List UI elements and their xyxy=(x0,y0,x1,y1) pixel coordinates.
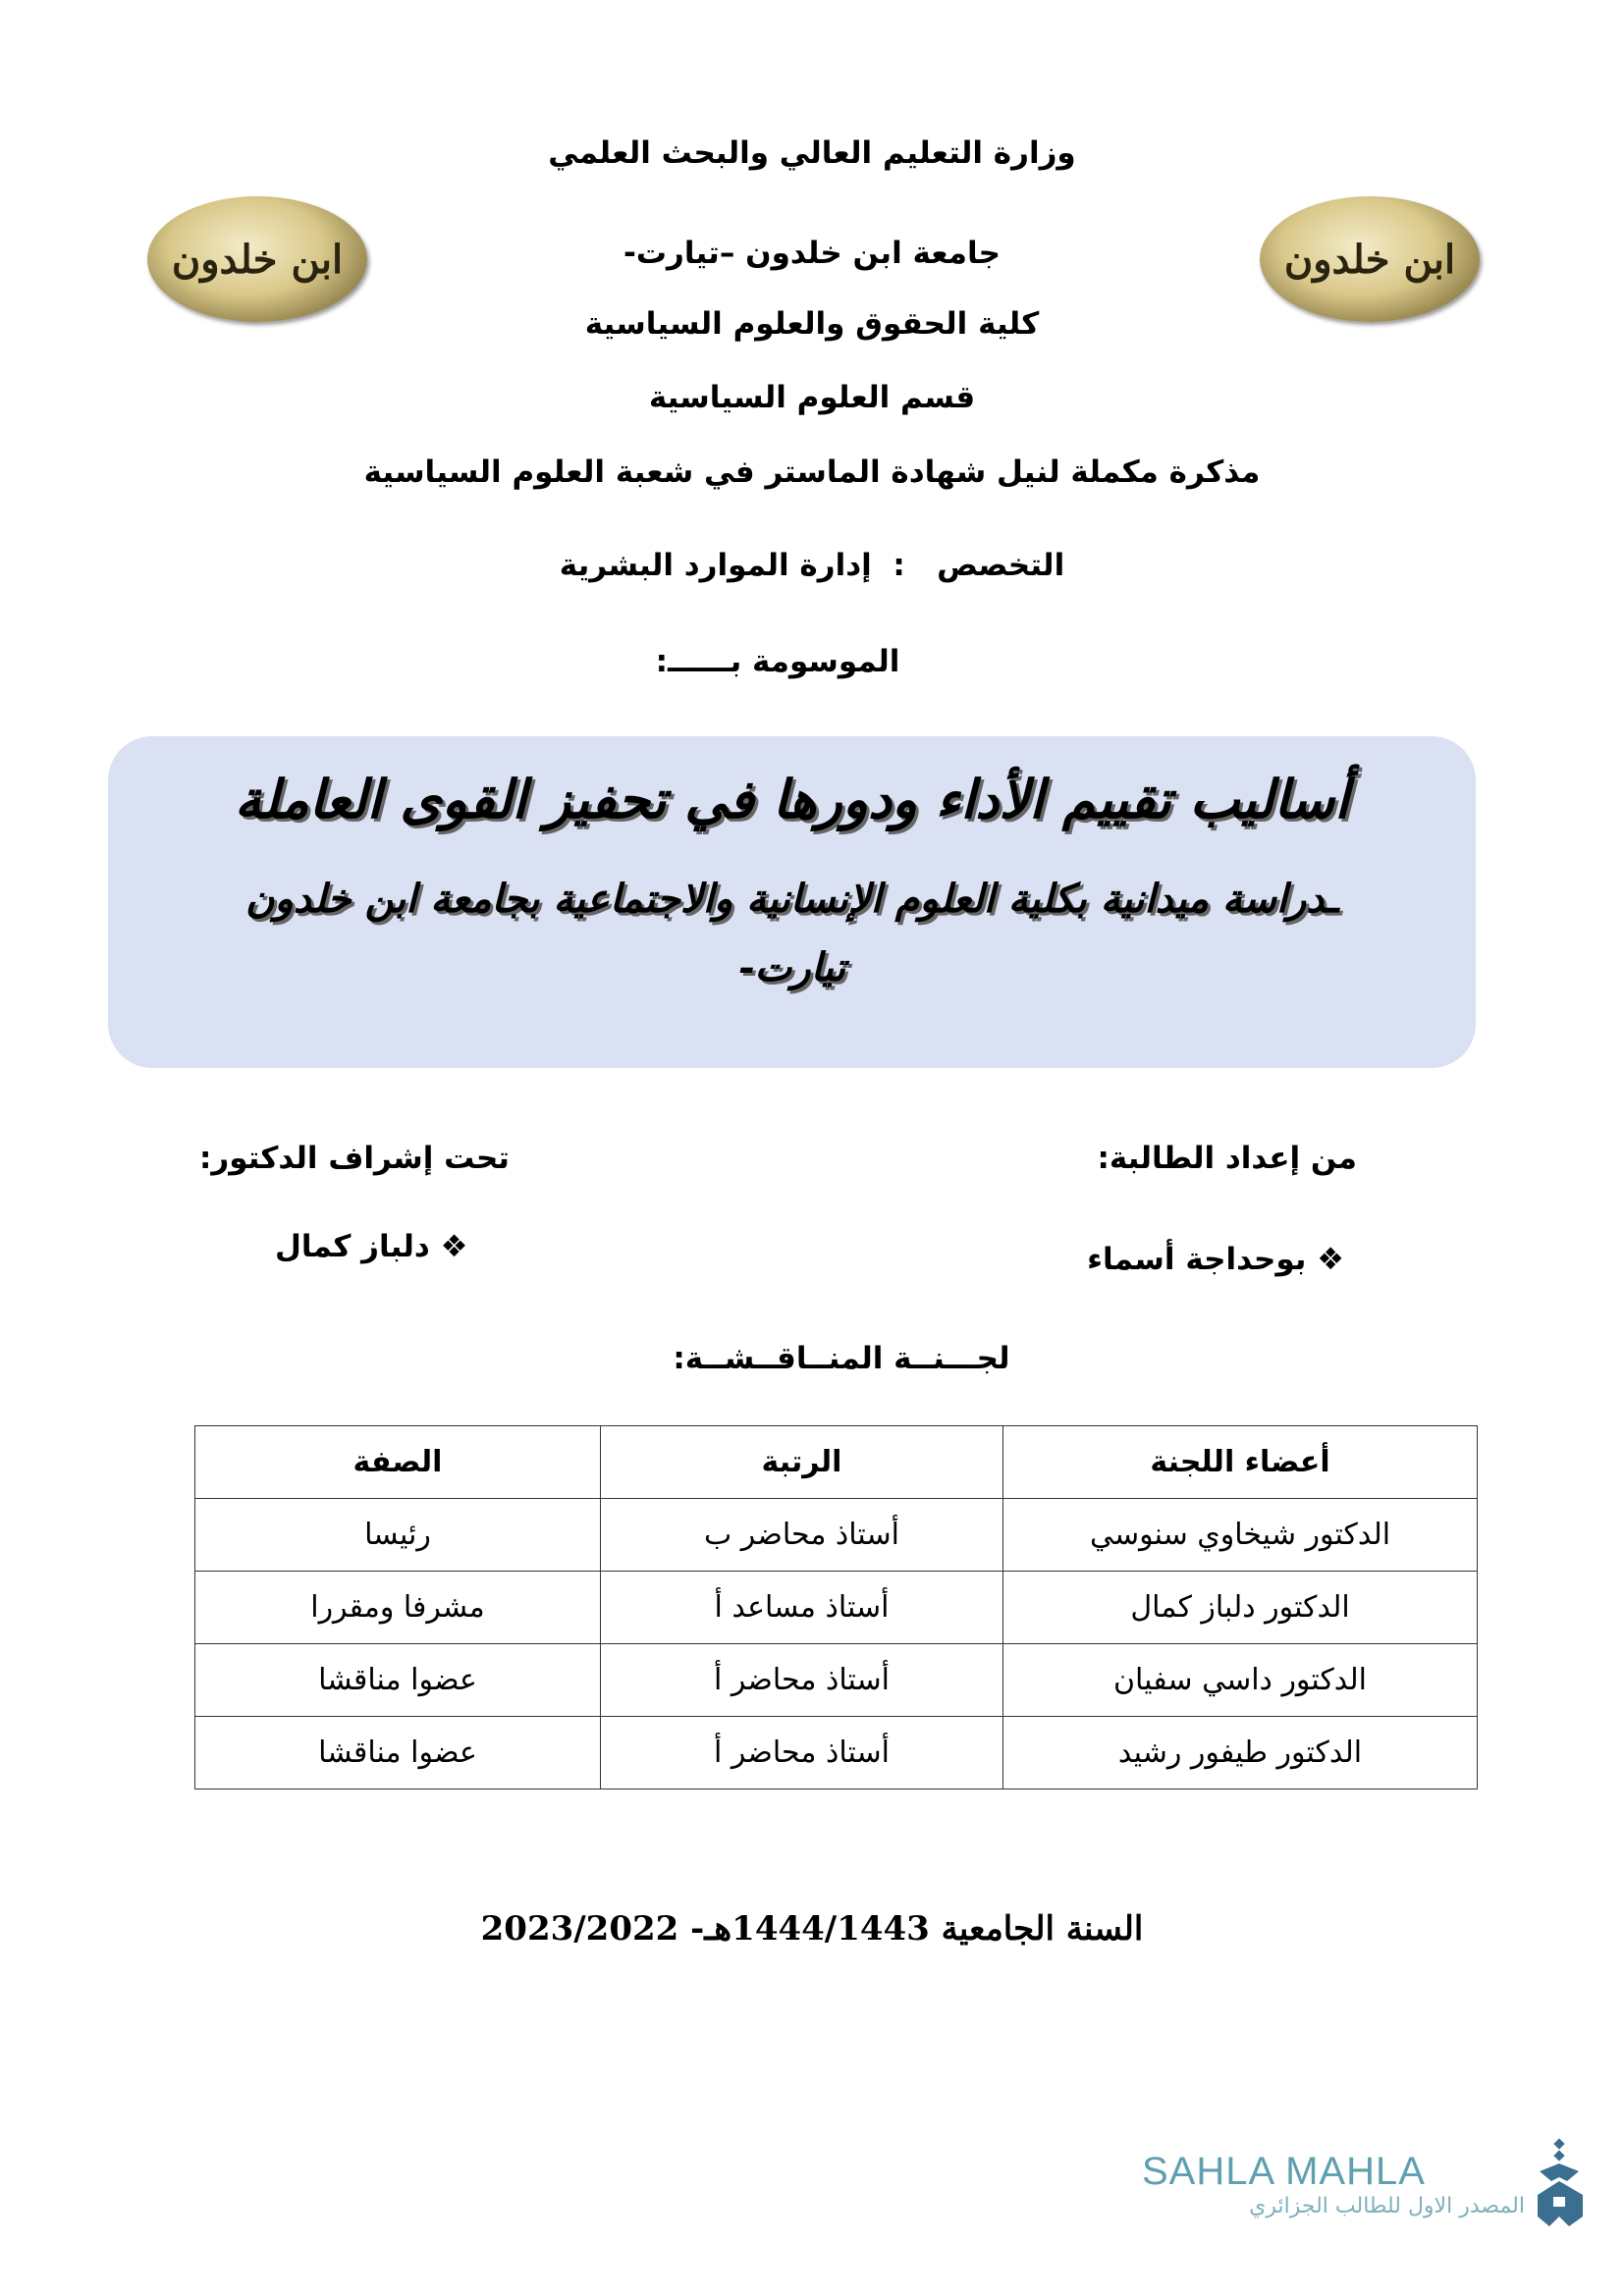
university: جامعة ابن خلدون –تيارت- xyxy=(623,236,1001,271)
table-row xyxy=(195,1644,1478,1717)
table-row xyxy=(195,1717,1478,1789)
header-rank: الرتبة xyxy=(601,1426,1003,1499)
memo-description: مذكرة مكملة لنيل شهادة الماستر في شعبة العلوم السياسية xyxy=(363,454,1261,490)
sahla-mahla-emblem-icon xyxy=(1532,2138,1589,2228)
university-seal-left: ابن خلدون xyxy=(147,196,367,322)
member-rank: أستاذ محاضر أ xyxy=(601,1717,1003,1789)
member-role: عضوا مناقشا xyxy=(195,1644,601,1717)
table-row xyxy=(195,1572,1478,1644)
header-role: الصفة xyxy=(195,1426,601,1499)
supervisor-label: تحت إشراف الدكتور: xyxy=(199,1141,510,1176)
specialty-value: إدارة الموارد البشرية xyxy=(559,548,872,583)
table-row xyxy=(195,1499,1478,1572)
department: قسم العلوم السياسية xyxy=(648,380,976,415)
ministry: وزارة التعليم العالي والبحث العلمي xyxy=(548,135,1076,171)
table-header-row xyxy=(195,1426,1478,1499)
specialty: التخصص : إدارة الموارد البشرية xyxy=(559,548,1065,583)
member-rank: أستاذ محاضر أ xyxy=(601,1644,1003,1717)
sahla-mahla-watermark xyxy=(1142,2150,1525,2218)
member-name: الدكتور داسي سفيان xyxy=(1003,1644,1478,1717)
member-rank: أستاذ محاضر ب xyxy=(601,1499,1003,1572)
titled-label: الموسومة بــــــ: xyxy=(655,644,900,679)
member-role: عضوا مناقشا xyxy=(195,1717,601,1789)
header-members: أعضاء اللجنة xyxy=(1003,1426,1478,1499)
committee-label: لجـــنــة المنــاقــشــة: xyxy=(673,1341,1010,1376)
specialty-label: التخصص xyxy=(937,548,1065,583)
thesis-subtitle-line2: تيارت- xyxy=(738,944,845,990)
member-name: الدكتور شيخاوي سنوسي xyxy=(1003,1499,1478,1572)
member-name: الدكتور دلباز كمال xyxy=(1003,1572,1478,1644)
thesis-title: أساليب تقييم الأداء ودورها في تحفيز القوى العاملة xyxy=(234,768,1350,830)
university-seal-right: ابن خلدون xyxy=(1260,196,1480,322)
member-name: الدكتور طيفور رشيد xyxy=(1003,1717,1478,1789)
student-label: من إعداد الطالبة: xyxy=(1097,1141,1357,1176)
faculty: كلية الحقوق والعلوم السياسية xyxy=(584,306,1040,342)
member-role: رئيسا xyxy=(195,1499,601,1572)
member-rank: أستاذ مساعد أ xyxy=(601,1572,1003,1644)
brand-tagline: المصدر الاول للطالب الجزائري xyxy=(1249,2194,1525,2218)
member-role: مشرفا ومقررا xyxy=(195,1572,601,1644)
student-name: ❖ بوحداجة أسماء xyxy=(1087,1242,1344,1277)
committee-table xyxy=(194,1425,1478,1789)
brand-name: SAHLA MAHLA xyxy=(1142,2150,1426,2193)
academic-year: السنة الجامعية 1444/1443هـ- 2023/2022 xyxy=(480,1909,1144,1949)
thesis-subtitle-line1: ـدراسة ميدانية بكلية العلوم الإنسانية والاجتماعية بجامعة ابن خلدون xyxy=(245,876,1338,922)
supervisor-name: ❖ دلباز كمال xyxy=(275,1229,468,1264)
